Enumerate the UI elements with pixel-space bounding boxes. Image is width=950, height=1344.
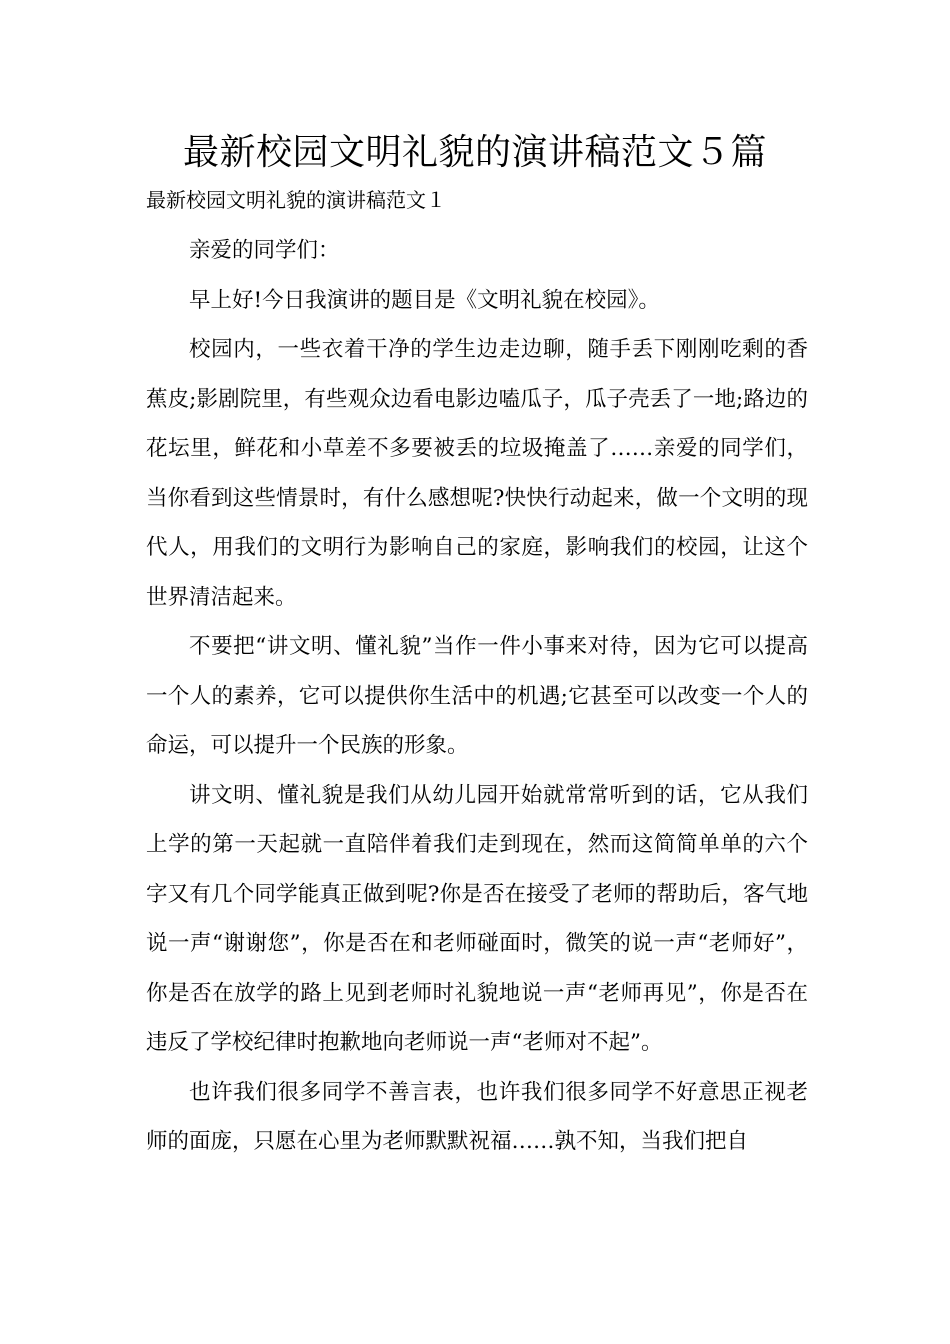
paragraph: 也许我们很多同学不善言表，也许我们很多同学不好意思正视老师的面庞，只愿在心里为老师默默祝福……孰不知，当我们把自 [146, 1079, 808, 1154]
paragraph: 校园内，一些衣着干净的学生边走边聊，随手丢下刚刚吃剩的香蕉皮;影剧院里，有些观众边看电影边嗑瓜子，瓜子壳丢了一地;路边的花坛里，鲜花和小草差不多要被丢的垃圾掩盖了……亲爱的同学们，当你看到这些情景时，有什么感想呢?快快行动起来，做一个文明的现代人，用我们的文明行为影响自己的家庭，影响我们的校园，让这个世界清洁起来。 [146, 337, 808, 610]
document-subtitle: 最新校园文明礼貌的演讲稿范文１ [146, 188, 446, 212]
paragraph: 讲文明、懂礼貌是我们从幼儿园开始就常常听到的话，它从我们上学的第一天起就一直陪伴着我们走到现在，然而这简简单单的六个字又有几个同学能真正做到呢?你是否在接受了老师的帮助后，客气地说一声“谢谢您”，你是否在和老师碰面时，微笑的说一声“老师好”，你是否在放学的路上见到老师时礼貌地说一声“老师再见”，你是否在违反了学校纪律时抱歉地向老师说一声“老师对不起”。 [146, 782, 808, 1055]
paragraph-greeting: 亲爱的同学们： [189, 238, 340, 263]
document-title: 最新校园文明礼貌的演讲稿范文５篇 [182, 132, 767, 173]
paragraph-topic: 早上好!今日我演讲的题目是《文明礼貌在校园》。 [189, 287, 660, 313]
document-body [146, 226, 808, 1167]
paragraph: 不要把“讲文明、懂礼貌”当作一件小事来对待，因为它可以提高一个人的素养，它可以提供你生活中的机遇;它甚至可以改变一个人的命运，可以提升一个民族的形象。 [146, 634, 808, 758]
